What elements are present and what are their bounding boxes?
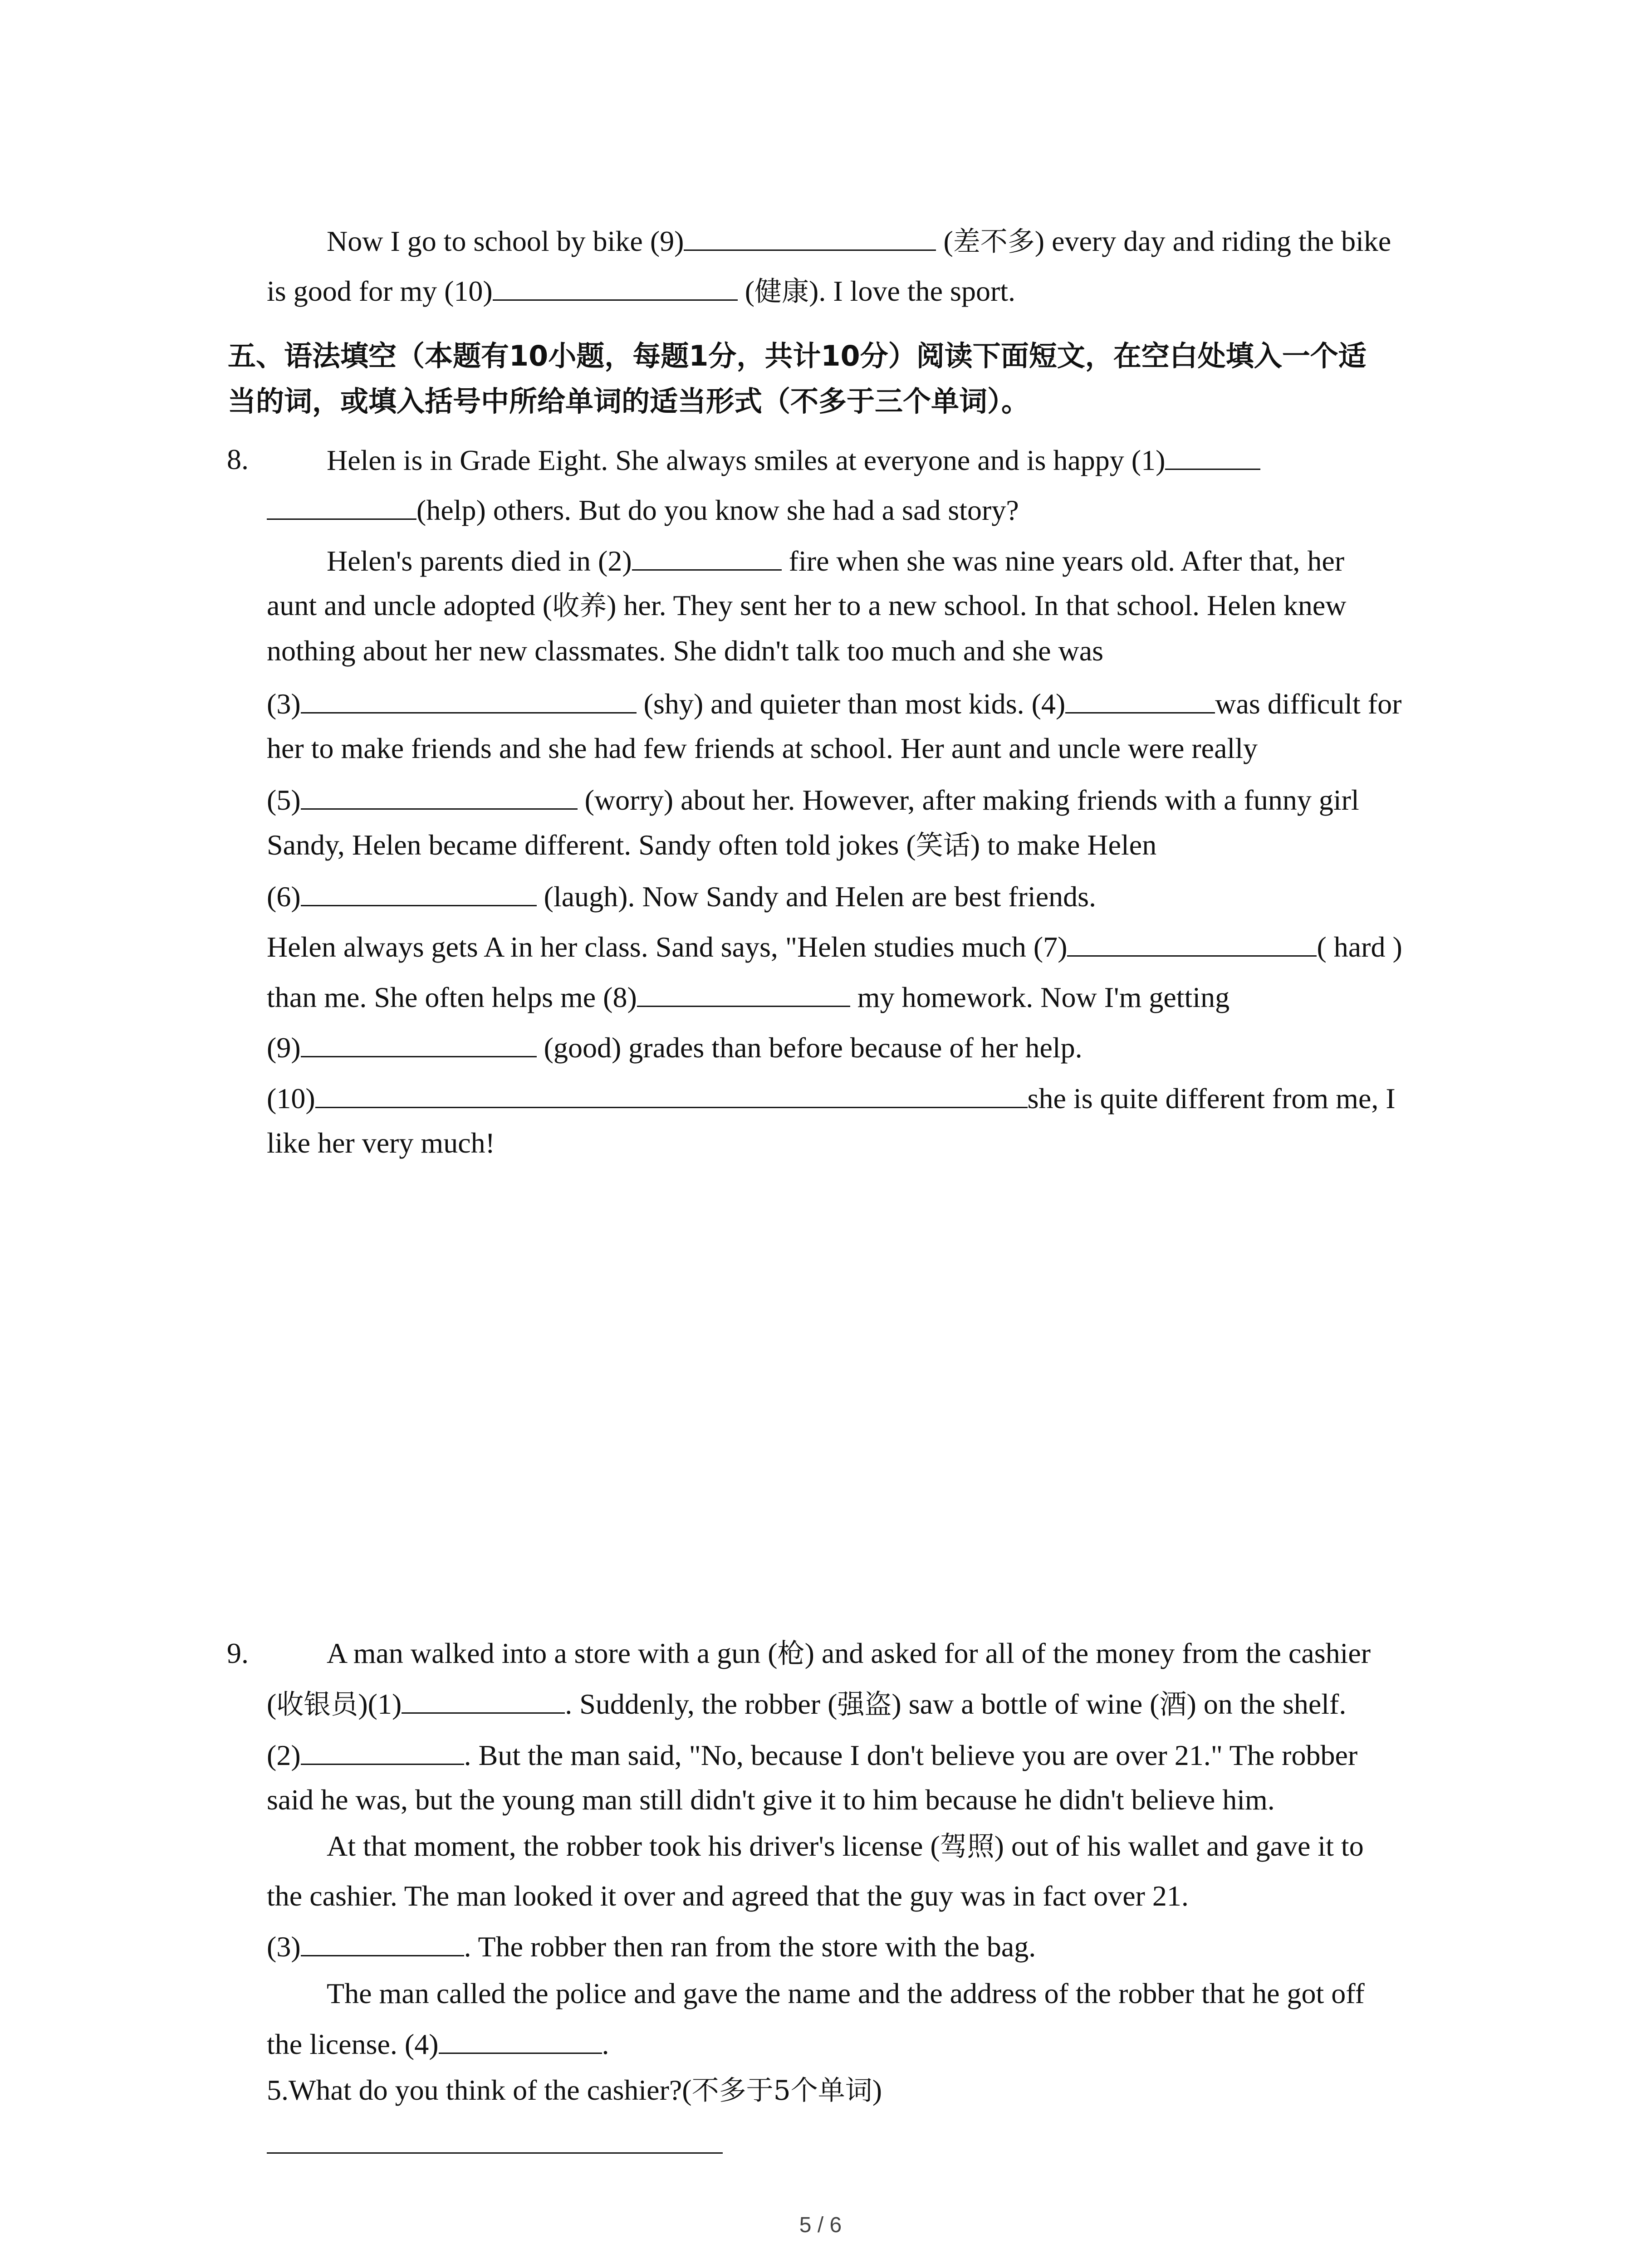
q8-blank-7[interactable] bbox=[1067, 928, 1317, 957]
section-heading-line-1: 五、语法填空（本题有10小题，每题1分，共计10分）阅读下面短文，在空白处填入一个适 bbox=[228, 339, 1367, 372]
q8-blank-10[interactable] bbox=[315, 1080, 1028, 1108]
q8-line-6: (3) (shy) and quieter than most kids. (4) was difficult for bbox=[267, 685, 1401, 722]
q8-line-7: her to make friends and she had few friends at school. Her aunt and uncle were really bbox=[267, 732, 1258, 764]
q9-line-7: (3) . The robber then ran from the store with the bag. bbox=[267, 1928, 1036, 1965]
q8-line-15: like her very much! bbox=[267, 1127, 495, 1159]
q8-line-4: aunt and uncle adopted (收养) her. They sent her to a new school. In that school. Helen knew bbox=[267, 589, 1347, 622]
q9-blank-3[interactable] bbox=[301, 1928, 464, 1956]
q9-line-10: 5.What do you think of the cashier?(不多于5个单词) bbox=[267, 2074, 882, 2107]
page-number: 5 / 6 bbox=[799, 2213, 842, 2237]
q9-line-3: (2) . But the man said, "No, because I don't believe you are over 21." The robber bbox=[267, 1736, 1357, 1774]
blank-9[interactable] bbox=[684, 222, 936, 251]
prev-line-2: is good for my (10) (健康). I love the sport. bbox=[267, 272, 1015, 310]
prev-line-1: Now I go to school by bike (9) (差不多) every day and riding the bike bbox=[327, 222, 1391, 260]
q8-line-14: (10) she is quite different from me, I bbox=[267, 1080, 1396, 1117]
q8-blank-1b[interactable] bbox=[267, 491, 416, 520]
q8-line-12: than me. She often helps me (8) my homework. Now I'm getting bbox=[267, 978, 1230, 1016]
q8-line-8: (5) (worry) about her. However, after making friends with a funny girl bbox=[267, 781, 1359, 818]
q8-line-9: Sandy, Helen became different. Sandy often told jokes (笑话) to make Helen bbox=[267, 829, 1157, 861]
q8-line-13: (9) (good) grades than before because of her help. bbox=[267, 1029, 1083, 1066]
q9-blank-2[interactable] bbox=[301, 1736, 464, 1765]
q9-line-6: the cashier. The man looked it over and agreed that the guy was in fact over 21. bbox=[267, 1880, 1189, 1912]
q8-blank-4[interactable] bbox=[1065, 685, 1215, 714]
q8-blank-1a[interactable] bbox=[1165, 441, 1260, 470]
q9-line-5: At that moment, the robber took his driver's license (驾照) out of his wallet and gave it to bbox=[327, 1830, 1364, 1862]
q8-blank-8[interactable] bbox=[637, 978, 850, 1007]
q8-blank-6[interactable] bbox=[301, 878, 537, 906]
q8-blank-2[interactable] bbox=[632, 542, 782, 571]
section-heading-line-2: 当的词，或填入括号中所给单词的适当形式（不多于三个单词）。 bbox=[228, 385, 1030, 418]
question-number-8: 8. bbox=[227, 443, 249, 475]
q8-line-10: (6) (laugh). Now Sandy and Helen are best friends. bbox=[267, 878, 1096, 915]
q9-answer-line-5[interactable] bbox=[267, 2152, 723, 2154]
q9-blank-1[interactable] bbox=[402, 1685, 565, 1714]
q8-line-2: (help) others. But do you know she had a sad story? bbox=[267, 491, 1019, 528]
q8-blank-5[interactable] bbox=[301, 781, 578, 810]
q9-line-4: said he was, but the young man still didn't give it to him because he didn't believe him. bbox=[267, 1784, 1275, 1816]
q9-line-8: The man called the police and gave the name and the address of the robber that he got off bbox=[327, 1977, 1365, 2009]
q8-blank-9[interactable] bbox=[301, 1029, 537, 1057]
question-number-9: 9. bbox=[227, 1637, 249, 1669]
q8-line-11: Helen always gets A in her class. Sand says, "Helen studies much (7) ( hard ) bbox=[267, 928, 1402, 965]
q9-blank-4[interactable] bbox=[439, 2025, 602, 2054]
blank-10[interactable] bbox=[493, 272, 738, 301]
q8-blank-3[interactable] bbox=[301, 685, 637, 714]
q8-line-5: nothing about her new classmates. She didn't talk too much and she was bbox=[267, 635, 1104, 667]
q9-line-9: the license. (4) . bbox=[267, 2025, 609, 2063]
q8-line-1: Helen is in Grade Eight. She always smiles at everyone and is happy (1) bbox=[327, 441, 1260, 479]
q9-line-2: (收银员)(1) . Suddenly, the robber (强盗) saw a bottle of wine (酒) on the shelf. bbox=[267, 1685, 1346, 1723]
q8-line-3: Helen's parents died in (2) fire when she was nine years old. After that, her bbox=[327, 542, 1344, 579]
q9-line-1: A man walked into a store with a gun (枪) and asked for all of the money from the cashier bbox=[327, 1637, 1371, 1670]
